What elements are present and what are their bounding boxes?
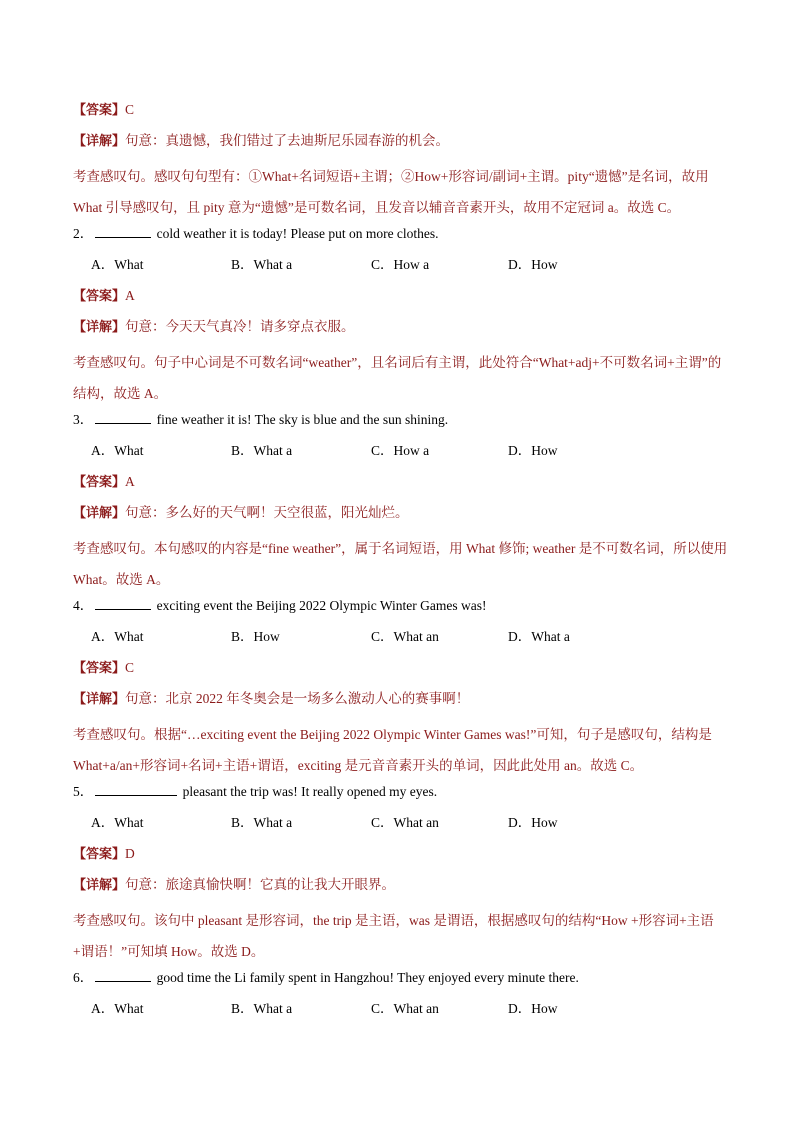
- answer-label: 【答案】: [73, 847, 126, 862]
- option-b: B．What a: [231, 443, 293, 458]
- option-b: B．What a: [231, 1001, 293, 1016]
- answer-line: [73, 657, 733, 688]
- option-b: B．What a: [231, 815, 293, 830]
- option-a: A．What: [91, 815, 144, 830]
- question-number: 4．: [73, 598, 94, 613]
- option-c: C．What an: [371, 815, 439, 830]
- detail-meaning: 句意：今天天气真冷！请多穿点衣服。: [125, 319, 355, 334]
- explanation-text: 考查感叹句。句子中心词是不可数名词“weather”，且名词后有主谓，此处符合“What+adj+不可数名词+主谓”的结构，故选 A。: [73, 355, 722, 401]
- answer-label: 【答案】: [73, 661, 126, 676]
- option-c: C．What an: [371, 1001, 439, 1016]
- detail-label: 【详解】: [73, 134, 126, 149]
- detail-line: [73, 688, 733, 719]
- options-row: [73, 998, 733, 1029]
- options-row: [73, 440, 733, 471]
- option-d: D．What a: [508, 629, 570, 644]
- detail-label: 【详解】: [73, 320, 126, 335]
- explanation-text: 考查感叹句。本句感叹的内容是“fine weather”，属于名词短语，用 What 修饰; weather 是不可数名词，所以使用 What。故选 A。: [73, 541, 728, 587]
- question-stem: [73, 967, 733, 998]
- question-text: fine weather it is! The sky is blue and the sun shining.: [156, 412, 449, 427]
- option-a: A．What: [91, 443, 144, 458]
- option-d: D．How: [508, 257, 558, 272]
- option-a: A．What: [91, 257, 144, 272]
- option-b: B．What a: [231, 257, 293, 272]
- option-c: C．How a: [371, 443, 430, 458]
- detail-line: [73, 130, 733, 161]
- detail-meaning: 句意：北京 2022 年冬奥会是一场多么激动人心的赛事啊！: [125, 691, 470, 706]
- option-d: D．How: [508, 1001, 558, 1016]
- detail-label: 【详解】: [73, 506, 126, 521]
- answer-label: 【答案】: [73, 289, 126, 304]
- answer-line: [73, 99, 733, 130]
- question-stem: [73, 781, 733, 812]
- question-text: exciting event the Beijing 2022 Olympic Winter Games was!: [156, 598, 487, 613]
- option-d: D．How: [508, 443, 558, 458]
- question-stem: [73, 223, 733, 254]
- question-number: 3．: [73, 412, 94, 427]
- question-number: 6．: [73, 970, 94, 985]
- option-a: A．What: [91, 1001, 144, 1016]
- option-c: C．What an: [371, 629, 439, 644]
- document-page: [73, 99, 733, 1029]
- answer-line: [73, 285, 733, 316]
- detail-label: 【详解】: [73, 692, 126, 707]
- detail-line: [73, 874, 733, 905]
- detail-meaning: 句意：旅途真愉快啊！它真的让我大开眼界。: [125, 877, 396, 892]
- option-b: B．How: [231, 629, 280, 644]
- detail-line: [73, 502, 733, 533]
- answer-value: C: [125, 660, 135, 675]
- option-c: C．How a: [371, 257, 430, 272]
- answer-blank: [95, 781, 177, 796]
- question-text: cold weather it is today! Please put on more clothes.: [156, 226, 439, 241]
- option-d: D．How: [508, 815, 558, 830]
- answer-blank: [95, 967, 151, 982]
- options-row: [73, 254, 733, 285]
- answer-label: 【答案】: [73, 103, 126, 118]
- detail-meaning: 句意：真遗憾，我们错过了去迪斯尼乐园春游的机会。: [125, 133, 450, 148]
- question-number: 2．: [73, 226, 94, 241]
- question-stem: [73, 409, 733, 440]
- question-number: 5．: [73, 784, 94, 799]
- options-row: [73, 626, 733, 657]
- answer-line: [73, 471, 733, 502]
- explanation-text: 考查感叹句。根据“…exciting event the Beijing 2022 Olympic Winter Games was!”可知，句子是感叹句，结构是 What+a/an+形容词+名词+主语+谓语，exciting 是元音音素开头的单词，因此此处用 an。故选 C。: [73, 727, 712, 773]
- option-a: A．What: [91, 629, 144, 644]
- answer-blank: [95, 409, 151, 424]
- answer-label: 【答案】: [73, 475, 126, 490]
- detail-line: [73, 316, 733, 347]
- answer-value: D: [125, 846, 135, 861]
- question-stem: [73, 595, 733, 626]
- options-row: [73, 812, 733, 843]
- answer-blank: [95, 595, 151, 610]
- detail-meaning: 句意：多么好的天气啊！天空很蓝，阳光灿烂。: [125, 505, 409, 520]
- explanation-text: 考查感叹句。该句中 pleasant 是形容词，the trip 是主语，was 是谓语，根据感叹句的结构“How +形容词+主语+谓语！”可知填 How。故选 D。: [73, 913, 714, 959]
- answer-blank: [95, 223, 151, 238]
- question-text: good time the Li family spent in Hangzhou! They enjoyed every minute there.: [156, 970, 579, 985]
- detail-label: 【详解】: [73, 878, 126, 893]
- answer-line: [73, 843, 733, 874]
- explanation-text: 考查感叹句。感叹句句型有：①What+名词短语+主谓；②How+形容词/副词+主谓。pity“遗憾”是名词，故用What 引导感叹句，且 pity 意为“遗憾”是可数名词，且发音以辅音音素开头，故用不定冠词 a。故选 C。: [73, 169, 709, 215]
- answer-value: A: [125, 288, 135, 303]
- answer-value: C: [125, 102, 135, 117]
- question-text: pleasant the trip was! It really opened my eyes.: [182, 784, 438, 799]
- answer-value: A: [125, 474, 135, 489]
